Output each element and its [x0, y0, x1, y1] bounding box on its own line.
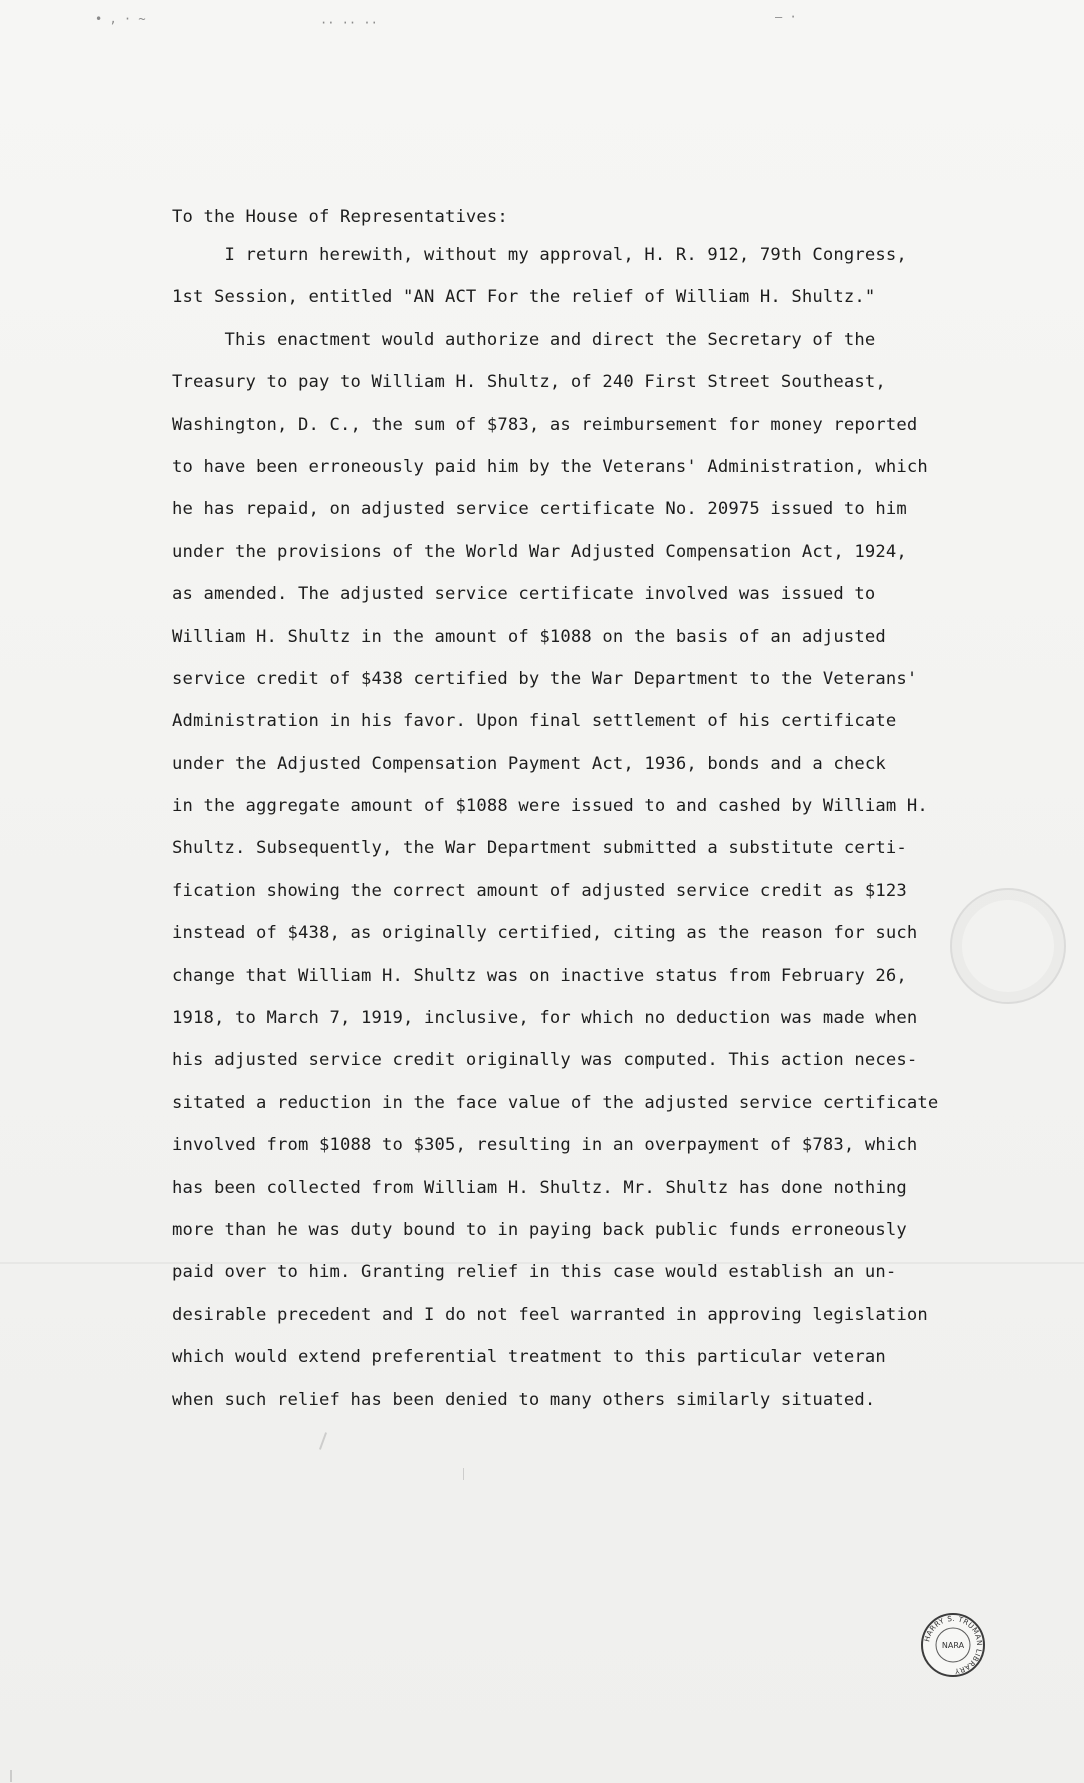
text-line: change that William H. Shultz was on inactive status from February 26, [172, 965, 907, 986]
edge-marks: ·· ·· ·· [320, 16, 378, 30]
text-line: fication showing the correct amount of adjusted service credit as $123 [172, 880, 907, 901]
text-line: 1918, to March 7, 1919, inclusive, for which no deduction was made when [172, 1008, 918, 1029]
text-line: under the provisions of the World War Adjusted Compensation Act, 1924, [172, 541, 907, 562]
text-line: Washington, D. C., the sum of $783, as reimbursement for money reported [172, 414, 918, 435]
text-line: sitated a reduction in the face value of the adjusted service certificate [172, 1092, 939, 1113]
text-line: I return herewith, without my approval, H. R. 912, 79th Congress, [172, 245, 907, 265]
text-line: his adjusted service credit originally was computed. This action neces- [172, 1050, 918, 1071]
text-line: under the Adjusted Compensation Payment Act, 1936, bonds and a check [172, 753, 886, 774]
text-line: instead of $438, as originally certified, citing as the reason for such [172, 923, 918, 944]
text-line: which would extend preferential treatment to this particular veteran [172, 1347, 886, 1368]
text-line: when such relief has been denied to many others similarly situated. [172, 1389, 876, 1410]
text-line: as amended. The adjusted service certificate involved was issued to [172, 584, 876, 605]
stray-pen-mark [463, 1468, 464, 1480]
edge-marks: – · [775, 10, 797, 24]
stray-pen-mark [10, 1770, 12, 1782]
faint-stamp-mark [950, 888, 1066, 1004]
edge-marks: • , · ~ [95, 12, 146, 26]
text-line: to have been erroneously paid him by the Veterans' Administration, which [172, 456, 928, 477]
text-line: in the aggregate amount of $1088 were issued to and cashed by William H. [172, 796, 928, 817]
text-line: more than he was duty bound to in paying back public funds erroneously [172, 1219, 907, 1240]
truman-library-seal [920, 1612, 986, 1678]
text-line: he has repaid, on adjusted service certificate No. 20975 issued to him [172, 499, 907, 520]
text-line: This enactment would authorize and direct the Secretary of the [172, 329, 876, 350]
text-line: desirable precedent and I do not feel warranted in approving legislation [172, 1304, 928, 1325]
text-line: William H. Shultz in the amount of $1088 on the basis of an adjusted [172, 626, 886, 647]
text-line: 1st Session, entitled "AN ACT For the relief of William H. Shultz." [172, 287, 876, 308]
text-line: involved from $1088 to $305, resulting in an overpayment of $783, which [172, 1135, 918, 1156]
seal-arc-text: HARRY S. TRUMAN LIBRARY [922, 1613, 985, 1677]
salutation: To the House of Representatives: [172, 207, 508, 227]
seal-center-text: NARA [941, 1641, 965, 1650]
text-line: has been collected from William H. Shultz. Mr. Shultz has done nothing [172, 1177, 907, 1198]
text-line: service credit of $438 certified by the War Department to the Veterans' [172, 668, 918, 689]
stray-pen-mark [319, 1432, 327, 1450]
text-line: Administration in his favor. Upon final settlement of his certificate [172, 711, 897, 732]
veto-message-text [172, 205, 962, 1430]
text-line: Shultz. Subsequently, the War Department submitted a substitute certi- [172, 838, 907, 859]
text-line: Treasury to pay to William H. Shultz, of 240 First Street Southeast, [172, 372, 886, 393]
text-line: paid over to him. Granting relief in this case would establish an un- [172, 1262, 897, 1283]
